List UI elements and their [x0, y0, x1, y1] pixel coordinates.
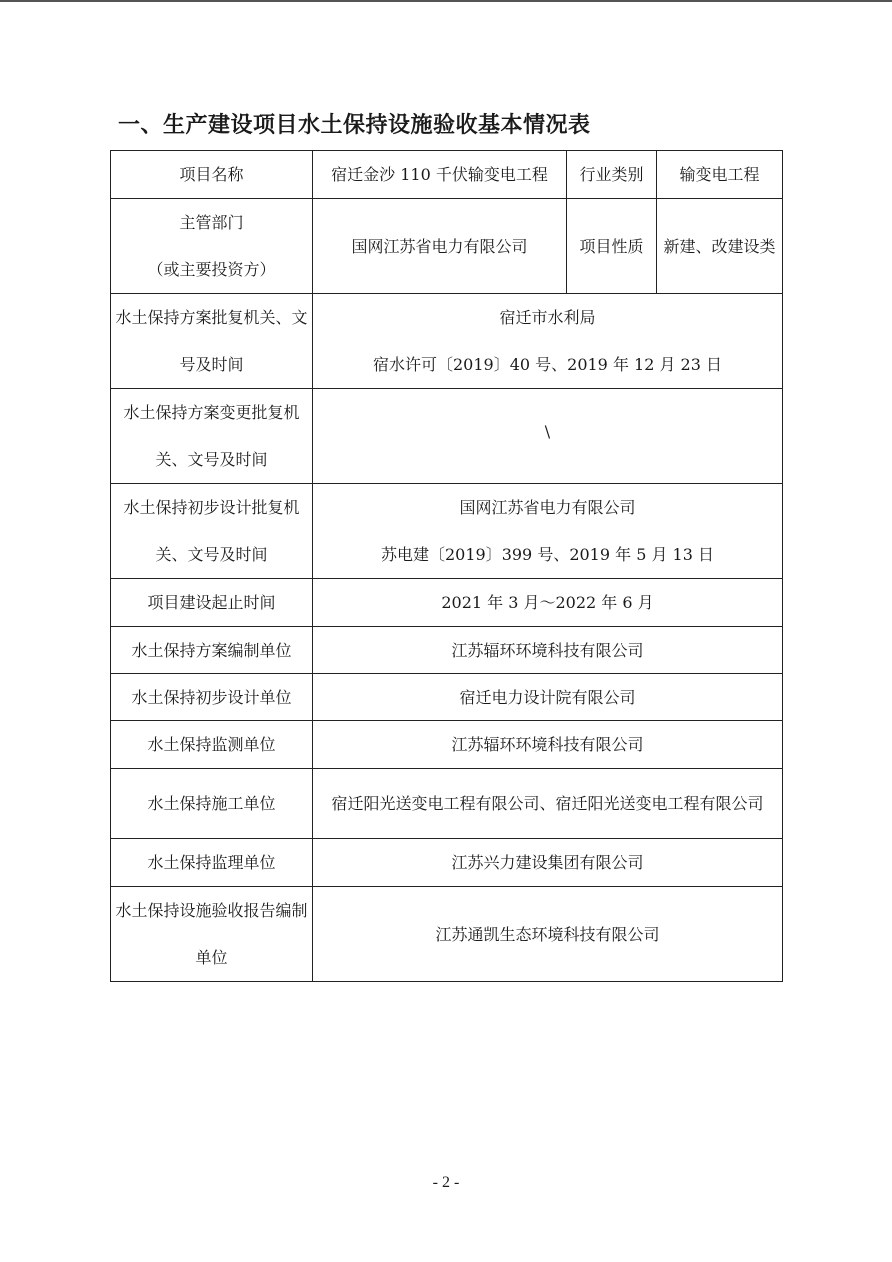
nature-value: 新建、改建设类 [657, 199, 783, 294]
plan-approval-label: 水土保持方案批复机关、文号及时间 [111, 294, 313, 389]
page-number: - 2 - [432, 1174, 460, 1191]
prelim-design-label: 水土保持初步设计批复机关、文号及时间 [111, 484, 313, 579]
table-row [111, 769, 783, 839]
supervise-unit-label: 水土保持监理单位 [111, 839, 313, 887]
construct-unit-value: 宿迁阳光送变电工程有限公司、宿迁阳光送变电工程有限公司 [313, 769, 783, 839]
table-row [111, 389, 783, 484]
table-row [111, 674, 783, 721]
authority-value: 国网江苏省电力有限公司 [313, 199, 567, 294]
design-unit-label: 水土保持初步设计单位 [111, 674, 313, 721]
table-row [111, 887, 783, 982]
prelim-design-line1: 国网江苏省电力有限公司 [459, 498, 636, 517]
industry-label: 行业类别 [567, 151, 657, 199]
report-unit-value: 江苏通凯生态环境科技有限公司 [313, 887, 783, 982]
construction-period-value: 2021 年 3 月～2022 年 6 月 [313, 579, 783, 627]
project-info-table [110, 150, 783, 982]
plan-approval-line2: 宿水许可〔2019〕40 号、2019 年 12 月 23 日 [372, 355, 723, 374]
construct-unit-label: 水土保持施工单位 [111, 769, 313, 839]
section-title: 一、生产建设项目水土保持设施验收基本情况表 [118, 113, 591, 138]
table-row [111, 484, 783, 579]
project-name-label: 项目名称 [111, 151, 313, 199]
table-row [111, 294, 783, 389]
industry-value: 输变电工程 [657, 151, 783, 199]
plan-change-label: 水土保持方案变更批复机关、文号及时间 [111, 389, 313, 484]
table-row [111, 199, 783, 294]
construction-period-label: 项目建设起止时间 [111, 579, 313, 627]
plan-unit-label: 水土保持方案编制单位 [111, 627, 313, 674]
project-name-value: 宿迁金沙 110 千伏输变电工程 [313, 151, 567, 199]
report-unit-label: 水土保持设施验收报告编制单位 [111, 887, 313, 982]
top-border-line [0, 0, 892, 2]
authority-label [111, 199, 313, 294]
table-row [111, 627, 783, 674]
table-row [111, 151, 783, 199]
plan-change-text: \ [544, 421, 551, 441]
monitor-unit-value: 江苏辐环环境科技有限公司 [313, 721, 783, 769]
table-row [111, 839, 783, 887]
nature-label: 项目性质 [567, 199, 657, 294]
supervise-unit-value: 江苏兴力建设集团有限公司 [313, 839, 783, 887]
plan-approval-value [313, 294, 783, 389]
table-row [111, 579, 783, 627]
plan-change-value [313, 389, 783, 484]
plan-approval-line1: 宿迁市水利局 [499, 308, 596, 327]
prelim-design-line2: 苏电建〔2019〕399 号、2019 年 5 月 13 日 [380, 545, 715, 564]
design-unit-value: 宿迁电力设计院有限公司 [313, 674, 783, 721]
table-row [111, 721, 783, 769]
prelim-design-value [313, 484, 783, 579]
monitor-unit-label: 水土保持监测单位 [111, 721, 313, 769]
plan-unit-value: 江苏辐环环境科技有限公司 [313, 627, 783, 674]
authority-label-line2: （或主要投资方） [147, 260, 276, 279]
authority-label-line1: 主管部门 [179, 213, 244, 232]
